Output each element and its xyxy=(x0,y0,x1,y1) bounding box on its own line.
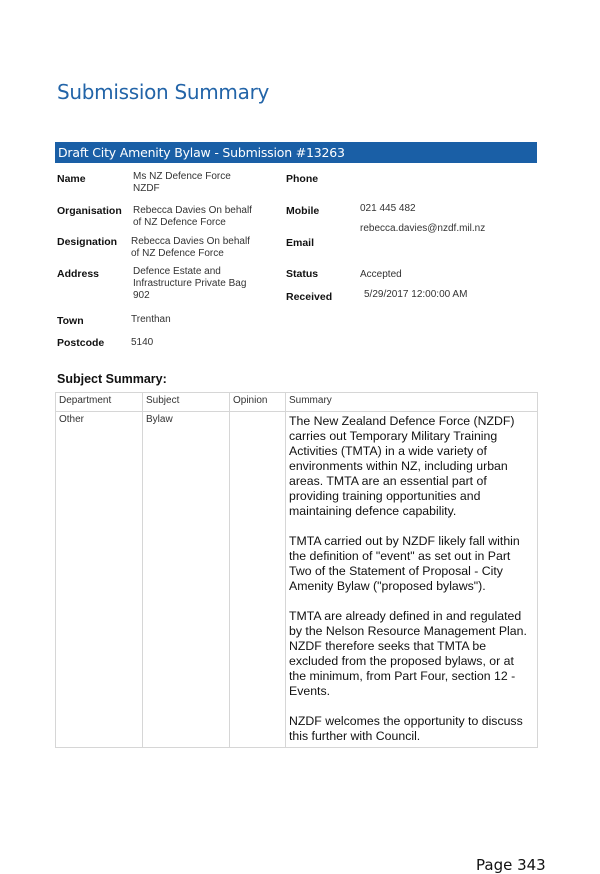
postcode-label: Postcode xyxy=(57,337,105,349)
designation-label: Designation xyxy=(57,236,118,248)
designation-line-1: Rebecca Davies On behalf xyxy=(131,236,250,247)
received-label: Received xyxy=(286,291,333,303)
mobile-value: 021 445 482 xyxy=(360,203,416,214)
subject-summary-table xyxy=(55,392,538,748)
column-header-department: Department xyxy=(56,393,143,412)
opinion-cell xyxy=(230,412,286,748)
summary-paragraph-3: TMTA are already defined in and regulated by the Nelson Resource Management Plan. NZDF therefore seeks that TMTA be excluded from the proposed bylaws, or at the minimum, from Part Four, section 12 - Events. xyxy=(289,609,527,698)
received-value: 5/29/2017 12:00:00 AM xyxy=(364,289,468,300)
address-label: Address xyxy=(57,268,100,280)
submission-banner: Draft City Amenity Bylaw - Submission #13263 xyxy=(55,142,537,163)
email-label: Email xyxy=(286,237,315,249)
page-number: Page 343 xyxy=(476,856,546,874)
town-label: Town xyxy=(57,315,84,327)
designation-value xyxy=(131,236,250,260)
status-label: Status xyxy=(286,268,319,280)
column-header-summary: Summary xyxy=(286,393,538,412)
organisation-line-2: of NZ Defence Force xyxy=(133,217,226,228)
phone-label: Phone xyxy=(286,173,319,185)
address-line-3: 902 xyxy=(133,290,150,301)
organisation-line-1: Rebecca Davies On behalf xyxy=(133,205,252,216)
town-value: Trenthan xyxy=(131,314,171,325)
status-value: Accepted xyxy=(360,269,402,280)
subject-cell: Bylaw xyxy=(143,412,230,748)
column-header-opinion: Opinion xyxy=(230,393,286,412)
address-line-2: Infrastructure Private Bag xyxy=(133,278,247,289)
summary-paragraph-4: NZDF welcomes the opportunity to discuss this further with Council. xyxy=(289,714,523,743)
page-title: Submission Summary xyxy=(57,80,270,104)
summary-paragraph-1: The New Zealand Defence Force (NZDF) carries out Temporary Military Training Activities (TMTA) in a wide variety of environments within NZ, including urban areas. TMTA are an essential part of providing training opportunities and maintaining defence capability. xyxy=(289,414,515,518)
name-label: Name xyxy=(57,173,86,185)
department-cell: Other xyxy=(56,412,143,748)
name-value xyxy=(133,171,231,195)
table-header-row xyxy=(56,393,538,412)
table-row xyxy=(56,412,538,748)
name-line-1: Ms NZ Defence Force xyxy=(133,171,231,182)
address-value xyxy=(133,266,246,302)
address-line-1: Defence Estate and xyxy=(133,266,221,277)
organisation-label: Organisation xyxy=(57,205,122,217)
column-header-subject: Subject xyxy=(143,393,230,412)
designation-line-2: of NZ Defence Force xyxy=(131,248,224,259)
organisation-value xyxy=(133,205,252,229)
mobile-label: Mobile xyxy=(286,205,320,217)
name-line-2: NZDF xyxy=(133,183,160,194)
email-value: rebecca.davies@nzdf.mil.nz xyxy=(360,223,486,234)
postcode-value: 5140 xyxy=(131,337,154,348)
subject-summary-heading: Subject Summary: xyxy=(57,372,167,386)
summary-paragraph-2: TMTA carried out by NZDF likely fall within the definition of "event" as set out in Part Two of the Statement of Proposal - City Amenity Bylaw ("proposed bylaws"). xyxy=(289,534,520,593)
summary-cell xyxy=(286,412,538,748)
